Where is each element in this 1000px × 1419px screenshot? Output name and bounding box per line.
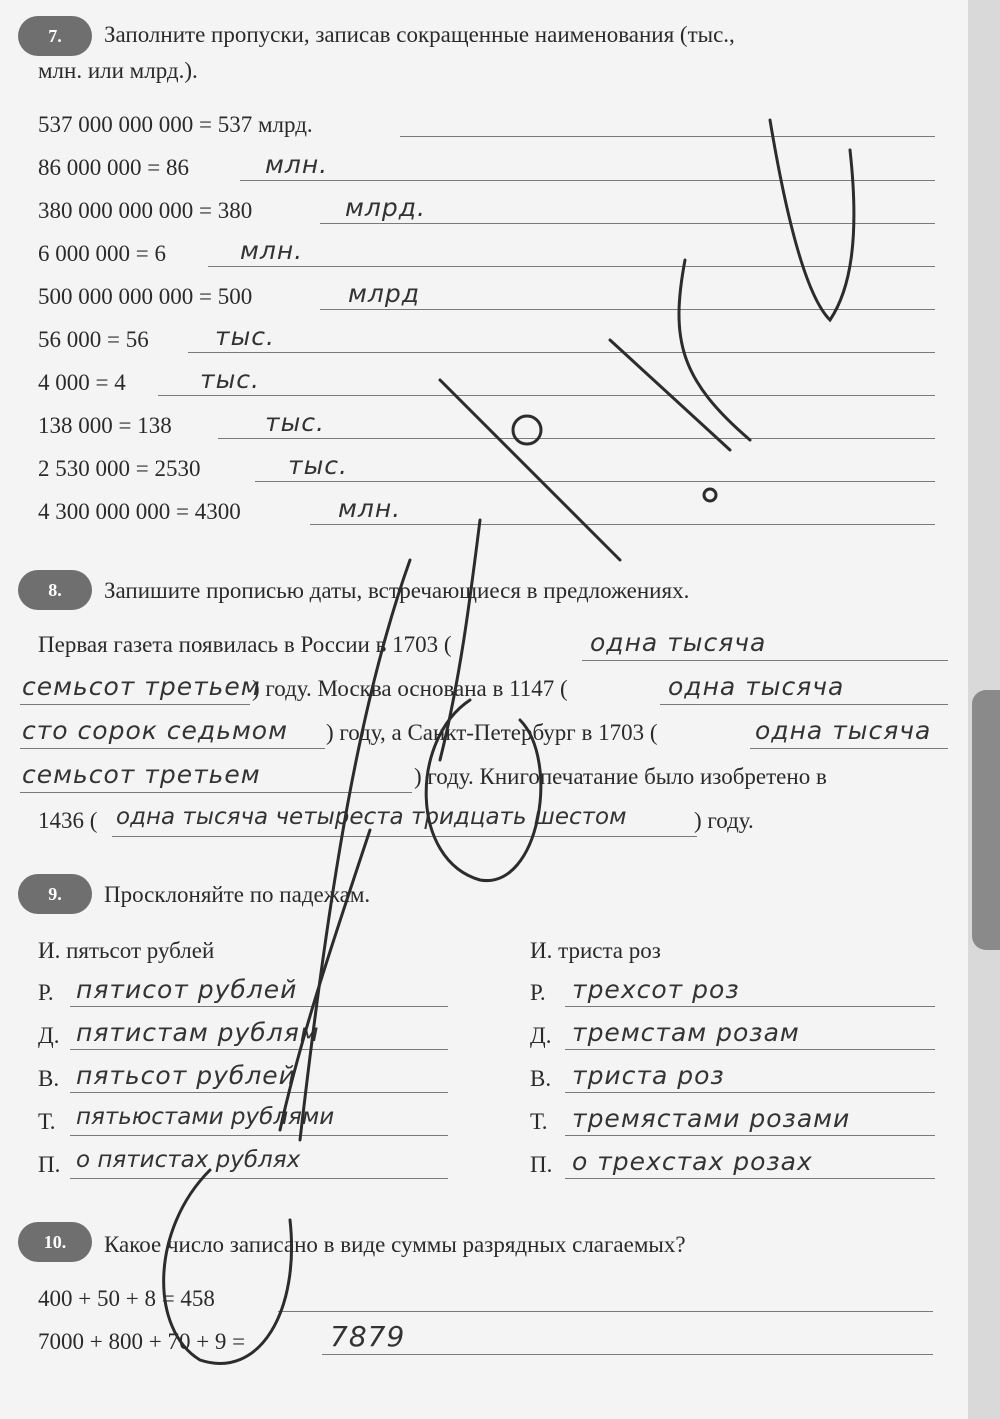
answer-line (660, 704, 948, 705)
handwritten-answer: тремястами розами (572, 1104, 851, 1133)
handwritten-answer: пятистам рублям (76, 1018, 320, 1047)
case-label: П. (38, 1152, 61, 1177)
handwritten-answer: о трехстах розах (572, 1147, 813, 1176)
paragraph-text: ) году. Книгопечатание было изобретено в (414, 764, 827, 789)
case-label: В. (38, 1066, 60, 1091)
answer-line (112, 836, 697, 837)
handwritten-answer: пятисот рублей (76, 975, 298, 1004)
handwritten-answer: млн. (265, 150, 329, 179)
paragraph-text: 1436 ( (38, 808, 98, 833)
handwritten-answer: триста роз (572, 1061, 725, 1090)
handwritten-answer: о пятистах рублях (76, 1147, 301, 1173)
answer-line (240, 180, 935, 181)
case-label: Д. (530, 1023, 552, 1048)
answer-line (565, 1049, 935, 1050)
handwritten-answer: тремстам розам (572, 1018, 800, 1047)
answer-line (750, 748, 948, 749)
case-label: Д. (38, 1023, 60, 1048)
answer-line (208, 266, 935, 267)
task-7-row: 380 000 000 000 = 380 (38, 198, 253, 223)
handwritten-answer: тыс. (265, 408, 325, 437)
handwritten-answer: одна тысяча (590, 628, 767, 657)
task-10-row: 400 + 50 + 8 = 458 (38, 1286, 215, 1311)
answer-line (70, 1178, 448, 1179)
task-7-row: 537 000 000 000 = 537 млрд. (38, 112, 313, 137)
answer-line (20, 704, 250, 705)
answer-line (565, 1178, 935, 1179)
handwritten-answer: семьсот третьем (22, 672, 261, 701)
case-label: В. (530, 1066, 552, 1091)
handwritten-answer: семьсот третьем (22, 760, 261, 789)
handwritten-answer: одна тысяча (755, 716, 932, 745)
task-7-row: 4 000 = 4 (38, 370, 126, 395)
answer-line (70, 1135, 448, 1136)
paragraph-text: ) году, а Санкт-Петербург в 1703 ( (326, 720, 658, 745)
task-7-row: 86 000 000 = 86 (38, 155, 189, 180)
answer-line (218, 438, 935, 439)
paragraph-text: ) году. (694, 808, 754, 833)
paragraph-text: ) году. Москва основана в 1147 ( (252, 676, 568, 701)
handwritten-answer: тыс. (288, 451, 348, 480)
task-7-row: 6 000 000 = 6 (38, 241, 166, 266)
answer-line (582, 660, 948, 661)
case-label: Р. (530, 980, 546, 1005)
answer-line (565, 1092, 935, 1093)
task-9-badge: 9. (18, 874, 92, 914)
task-7-title-line2: млн. или млрд.). (38, 58, 198, 83)
handwritten-answer: тыс. (200, 365, 260, 394)
handwritten-answer: млрд (348, 279, 420, 308)
case-label: Р. (38, 980, 54, 1005)
answer-line (70, 1049, 448, 1050)
case-label: Т. (530, 1109, 548, 1134)
task-10-title: Какое число записано в виде суммы разрядных слагаемых? (104, 1232, 686, 1257)
answer-line (70, 1092, 448, 1093)
handwritten-answer: одна тысяча (668, 672, 845, 701)
case-label: П. (530, 1152, 553, 1177)
task-7-row: 138 000 = 138 (38, 413, 172, 438)
answer-line (70, 1006, 448, 1007)
handwritten-answer: 7879 (330, 1320, 406, 1353)
task-7-badge: 7. (18, 16, 92, 56)
handwritten-answer: трехсот роз (572, 975, 740, 1004)
handwritten-answer: пятьсот рублей (76, 1061, 296, 1090)
task-10-row: 7000 + 800 + 70 + 9 = (38, 1329, 246, 1354)
answer-line (20, 748, 325, 749)
task-7-title-line1: Заполните пропуски, записав сокращенные наименования (тыс., (104, 22, 735, 47)
answer-line (20, 792, 412, 793)
handwritten-answer: млн. (338, 494, 402, 523)
task-8-title: Запишите прописью даты, встречающиеся в предложениях. (104, 578, 690, 603)
answer-line (565, 1006, 935, 1007)
answer-line (320, 309, 935, 310)
nominative-right: И. триста роз (530, 938, 661, 963)
handwritten-answer: тыс. (215, 322, 275, 351)
handwritten-answer: млн. (240, 236, 304, 265)
answer-line (320, 223, 935, 224)
handwritten-answer: млрд. (345, 193, 426, 222)
answer-line (565, 1135, 935, 1136)
task-7-row: 4 300 000 000 = 4300 (38, 499, 241, 524)
task-7-row: 56 000 = 56 (38, 327, 149, 352)
case-label: Т. (38, 1109, 56, 1134)
nominative-left: И. пятьсот рублей (38, 938, 215, 963)
answer-line (400, 136, 935, 137)
answer-line (310, 524, 935, 525)
task-8-badge: 8. (18, 570, 92, 610)
task-7-row: 500 000 000 000 = 500 (38, 284, 253, 309)
task-10-badge: 10. (18, 1222, 92, 1262)
answer-line (158, 395, 935, 396)
answer-line (188, 352, 935, 353)
paragraph-text: Первая газета появилась в России в 1703 ( (38, 632, 452, 657)
task-9-title: Просклоняйте по падежам. (104, 882, 371, 907)
answer-line (278, 1311, 933, 1312)
task-7-row: 2 530 000 = 2530 (38, 456, 201, 481)
handwritten-answer: сто сорок седьмом (22, 716, 288, 745)
page-edge-tab (972, 690, 1000, 950)
handwritten-answer: пятьюстами рублями (76, 1104, 335, 1130)
answer-line (255, 481, 935, 482)
handwritten-answer: одна тысяча четыреста тридцать шестом (116, 804, 627, 830)
answer-line (322, 1354, 933, 1355)
